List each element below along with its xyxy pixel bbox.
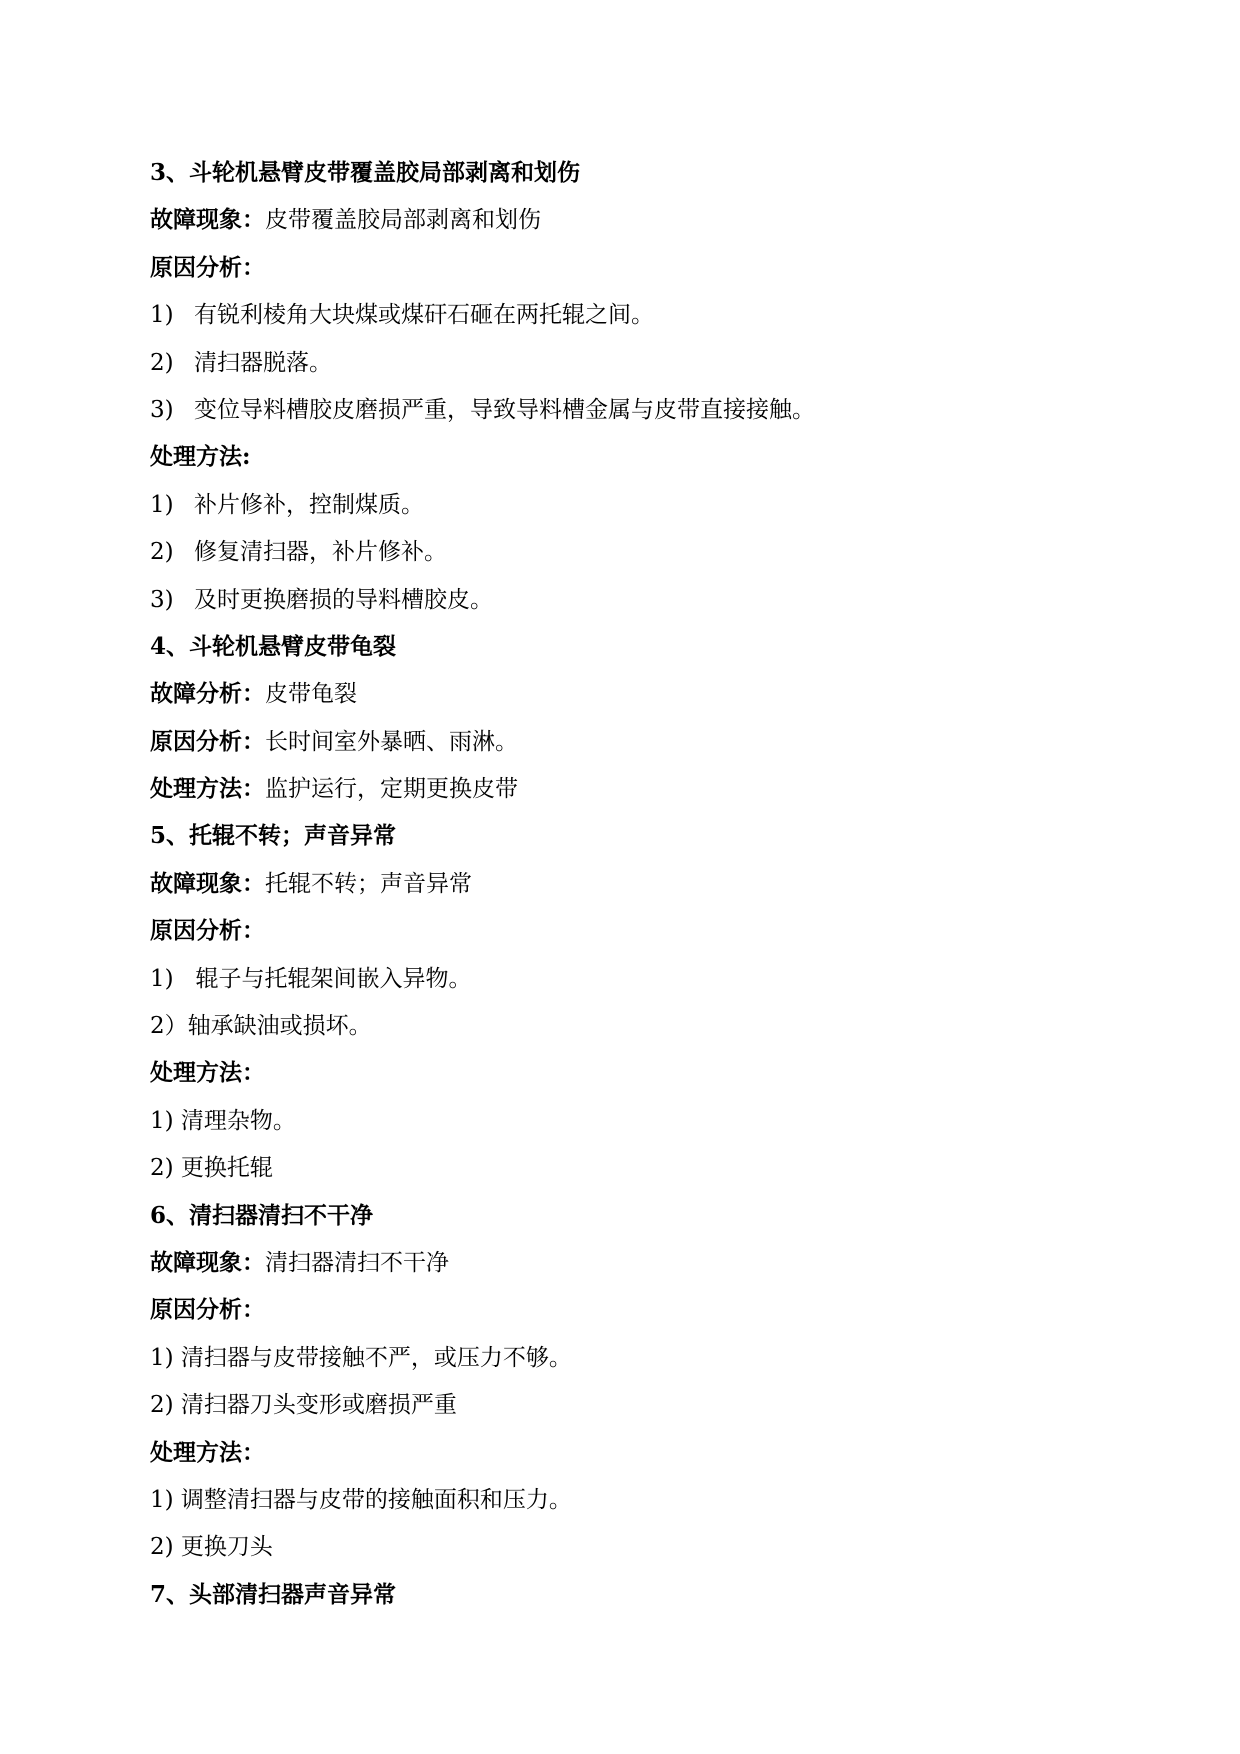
list-item: 2) 更换托辊 — [150, 1155, 273, 1182]
list-number: 1) — [150, 302, 174, 329]
section-6-heading: 6、清扫器清扫不干净 — [150, 1201, 374, 1229]
list-item — [150, 348, 1090, 395]
section-6-method-label: 处理方法： — [150, 1438, 265, 1466]
section-6-cause-label: 原因分析： — [150, 1296, 265, 1324]
list-number: 2) — [150, 539, 174, 566]
list-item — [150, 585, 1090, 632]
section-6-phenomenon — [150, 1248, 1090, 1295]
cause-label: 原因分析： — [150, 727, 265, 755]
section-3-cause-label: 原因分析： — [150, 253, 265, 281]
phenomenon-text: 托辊不转；声音异常 — [265, 870, 472, 897]
analysis-label: 故障分析： — [150, 680, 265, 708]
list-number: 3) — [150, 586, 174, 613]
list-item: 2) 更换刀头 — [150, 1534, 273, 1561]
phenomenon-text: 清扫器清扫不干净 — [265, 1249, 449, 1276]
list-text: 修复清扫器，补片修补。 — [194, 539, 447, 566]
list-item: 1) 清扫器与皮带接触不严，或压力不够。 — [150, 1344, 572, 1371]
list-item — [150, 490, 1090, 537]
section-4-analysis — [150, 679, 1090, 726]
phenomenon-label: 故障现象： — [150, 869, 265, 897]
list-item: 2）轴承缺油或损坏。 — [150, 1013, 372, 1040]
section-5-method-label: 处理方法： — [150, 1059, 265, 1087]
section-4-method — [150, 774, 1090, 821]
list-text: 变位导料槽胶皮磨损严重，导致导料槽金属与皮带直接接触。 — [194, 396, 815, 423]
section-3-method-label: 处理方法: — [150, 443, 251, 471]
document-page — [150, 158, 1090, 1627]
section-7-heading: 7、头部清扫器声音异常 — [150, 1580, 397, 1608]
list-text: 及时更换磨损的导料槽胶皮。 — [194, 586, 493, 613]
phenomenon-label: 故障现象： — [150, 1248, 265, 1276]
list-item — [150, 395, 1090, 442]
list-text: 有锐利棱角大块煤或煤矸石砸在两托辊之间。 — [194, 302, 654, 329]
list-number: 3) — [150, 396, 174, 423]
list-item — [150, 300, 1090, 347]
list-item: 1) 清理杂物。 — [150, 1107, 296, 1134]
section-4-cause — [150, 727, 1090, 774]
section-5-phenomenon — [150, 869, 1090, 916]
section-3-phenomenon — [150, 205, 1090, 252]
list-item: 1) 调整清扫器与皮带的接触面积和压力。 — [150, 1486, 572, 1513]
list-item — [150, 537, 1090, 584]
method-label: 处理方法： — [150, 775, 265, 803]
list-item: 2) 清扫器刀头变形或磨损严重 — [150, 1392, 457, 1419]
list-number: 2) — [150, 349, 174, 376]
list-item: 1) 辊子与托辊架间嵌入异物。 — [150, 965, 472, 992]
phenomenon-text: 皮带覆盖胶局部剥离和划伤 — [265, 207, 541, 234]
section-5-cause-label: 原因分析： — [150, 917, 265, 945]
analysis-text: 皮带龟裂 — [265, 681, 357, 708]
cause-text: 长时间室外暴晒、雨淋。 — [265, 728, 518, 755]
section-4-heading: 4、斗轮机悬臂皮带龟裂 — [150, 632, 397, 660]
list-text: 清扫器脱落。 — [194, 349, 332, 376]
phenomenon-label: 故障现象： — [150, 206, 265, 234]
section-3-heading: 3、斗轮机悬臂皮带覆盖胶局部剥离和划伤 — [150, 159, 581, 186]
method-text: 监护运行，定期更换皮带 — [265, 776, 518, 803]
section-5-heading: 5、托辊不转；声音异常 — [150, 822, 397, 850]
list-number: 1) — [150, 491, 174, 518]
list-text: 补片修补，控制煤质。 — [194, 491, 424, 518]
